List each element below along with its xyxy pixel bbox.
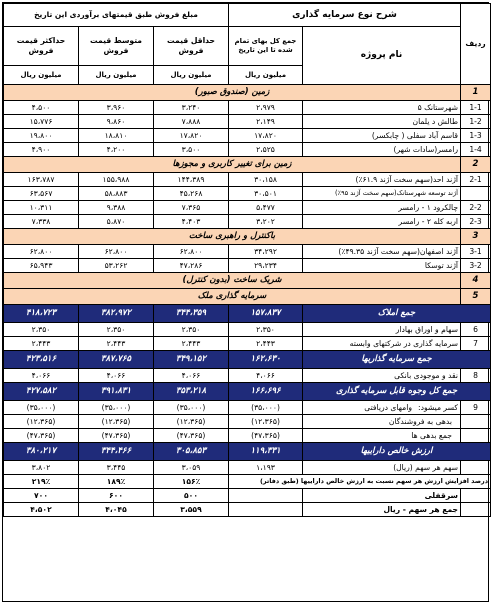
cell-cost: ۴،۰۶۶ (229, 369, 303, 383)
header-project: نام پروژه (303, 27, 461, 85)
cell-min: ۳۴۹،۱۵۲ (154, 351, 229, 369)
cell-max: ۴۲۳،۵۱۶ (4, 351, 79, 369)
cell-min: ۴۵،۲۶۸ (154, 187, 229, 201)
cell-min: ۷،۸۸۸ (154, 115, 229, 129)
cell-avg: ۴،۲۰۰ (79, 143, 154, 157)
row-name: چالکرود ۱ - رامسر (303, 201, 461, 215)
cell-cost: (۳۵،۰۰۰) (229, 401, 303, 415)
row-name: سهام و اوراق بهادار (303, 323, 461, 337)
cell-avg: ۴،۰۴۵ (79, 503, 154, 517)
cell-min: ۳۰۵،۸۵۳ (154, 443, 229, 461)
cell-max: ۷،۳۳۸ (4, 215, 79, 229)
cell-max: ۴۲۷،۵۸۲ (4, 383, 79, 401)
table-body (4, 85, 491, 517)
cell-avg: ۳۸۲،۹۷۲ (79, 305, 154, 323)
cell-cost: (۴۷،۳۶۵) (229, 429, 303, 443)
cell-cost: ۵،۴۷۷ (229, 201, 303, 215)
cell-max: ۷۰۰ (4, 489, 79, 503)
cell-avg: ۶۲،۸۰۰ (79, 245, 154, 259)
section-title: سرمایه گذاری ملک (4, 289, 461, 305)
table-row (4, 143, 491, 157)
cell-max: ۱۹،۸۰۰ (4, 129, 79, 143)
cell-min: ۱۷،۸۲۰ (154, 129, 229, 143)
table-row (4, 101, 491, 115)
header-max: حداکثر قیمت فروش (4, 27, 79, 66)
total-row (4, 383, 491, 401)
unit-max: میلیون ریال (4, 66, 79, 85)
table-row (4, 489, 491, 503)
row-number: 3-1 (461, 245, 491, 259)
table-row (4, 115, 491, 129)
table-row (4, 259, 491, 273)
row-number: 8 (461, 369, 491, 383)
section-row (4, 229, 491, 245)
cell-min: ۱۴۴،۳۸۹ (154, 173, 229, 187)
cell-max: ۶۵،۹۴۳ (4, 259, 79, 273)
cell-avg: ۵،۸۷۰ (79, 215, 154, 229)
total-title: ارزش خالص داراییها (303, 443, 491, 461)
row-name: اربه کله ۲ - رامسر (303, 215, 461, 229)
cell-cost: ۱۶۶،۶۹۶ (229, 383, 303, 401)
table-row (4, 369, 491, 383)
cell-min: ۶۲،۸۰۰ (154, 245, 229, 259)
row-number: 9 (461, 401, 491, 415)
cell-avg: ۱۸۹٪ (79, 475, 154, 489)
cell-avg: ۳۹۱،۸۳۱ (79, 383, 154, 401)
valuation-table (3, 3, 491, 517)
section-row (4, 289, 491, 305)
cell-min: ۵۰۰ (154, 489, 229, 503)
section-title: باکنترل و راهبری ساخت (4, 229, 461, 245)
row-number (461, 187, 491, 201)
debt-name: بدهی به فروشندگان (388, 416, 453, 426)
row-number: 1-3 (461, 129, 491, 143)
row-name (303, 429, 461, 443)
unit-avg: میلیون ریال (79, 66, 154, 85)
row-number (461, 429, 491, 443)
cell-cost: ۲،۳۵۰ (229, 323, 303, 337)
cell-avg: (۳۵،۰۰۰) (79, 401, 154, 415)
deduct-label: کسر میشود: (418, 402, 459, 412)
cell-cost: ۱۷،۸۲۰ (229, 129, 303, 143)
cell-min: ۲،۳۵۰ (154, 323, 229, 337)
cell-cost: ۳،۲۰۲ (229, 215, 303, 229)
row-number: 2-1 (461, 173, 491, 187)
cell-max: ۴،۰۶۶ (4, 369, 79, 383)
cell-max: ۴،۹۰۰ (4, 143, 79, 157)
cell-cost: ۱۵۷،۸۳۷ (229, 305, 303, 323)
total-row (4, 443, 491, 461)
row-number: 7 (461, 337, 491, 351)
section-title: شریک ساخت (بدون کنترل) (4, 273, 461, 289)
cell-max: (۳۵،۰۰۰) (4, 401, 79, 415)
cell-min: ۳،۵۰۰ (154, 143, 229, 157)
row-name: قاسم آباد سفلی ( چابکسر) (303, 129, 461, 143)
debt-name: وامهای دریافتی (364, 402, 413, 412)
section-number: 3 (461, 229, 491, 245)
cell-min: ۴،۴۰۳ (154, 215, 229, 229)
cell-avg: ۹،۸۶۰ (79, 115, 154, 129)
cell-avg: ۲،۳۵۰ (79, 323, 154, 337)
total-title: جمع سرمایه گذاریها (303, 351, 491, 369)
cell-cost (229, 503, 303, 517)
cell-cost: ۳۰،۱۵۸ (229, 173, 303, 187)
total-row (4, 305, 491, 323)
row-number: 2-2 (461, 201, 491, 215)
cell-cost: ۳۰،۵۰۱ (229, 187, 303, 201)
cell-max: (۴۷،۳۶۵) (4, 429, 79, 443)
cell-cost (229, 489, 303, 503)
section-number: 4 (461, 273, 491, 289)
table-row (4, 415, 491, 429)
cell-max: ۶۲،۸۰۰ (4, 245, 79, 259)
unit-min: میلیون ریال (154, 66, 229, 85)
cell-cost: ۱۶۲،۶۳۰ (229, 351, 303, 369)
total-row (4, 351, 491, 369)
table-row (4, 461, 491, 475)
cell-min: ۳،۲۴۰ (154, 101, 229, 115)
cell-max: ۱۰،۳۱۱ (4, 201, 79, 215)
cell-avg: ۴،۰۶۶ (79, 369, 154, 383)
section-title: زمین برای تغییر کاربری و مجوزها (4, 157, 461, 173)
cell-cost: ۲،۱۴۹ (229, 115, 303, 129)
cell-min: ۴۷،۲۸۶ (154, 259, 229, 273)
section-number: 5 (461, 289, 491, 305)
header-price-group: مبلغ فروش طبق قیمتهای برآوردی این تاریخ (4, 4, 229, 27)
header-row-no: ردیف (461, 4, 491, 85)
debt-name: جمع بدهی ها (411, 430, 453, 440)
row-number (461, 461, 491, 475)
cell-avg: ۳،۹۶۰ (79, 101, 154, 115)
header-cost: جمع کل بهای تمام شده تا این تاریخ (229, 27, 303, 66)
cell-min: ۲،۴۴۳ (154, 337, 229, 351)
section-title: زمین (صندوق صبور) (4, 85, 461, 101)
cell-min: ۷،۳۶۵ (154, 201, 229, 215)
cell-cost: ۱۱۹،۳۳۱ (229, 443, 303, 461)
row-name: شهرستانک ۵ (303, 101, 461, 115)
cell-max: ۲۱۹٪ (4, 475, 79, 489)
row-name: سرقفلی (303, 489, 461, 503)
header-avg: متوسط قیمت فروش (79, 27, 154, 66)
row-number (461, 415, 491, 429)
unit-cost: میلیون ریال (229, 66, 303, 85)
row-name: سهم هر سهم (ریال) (303, 461, 461, 475)
table-row (4, 337, 491, 351)
section-row (4, 85, 491, 101)
row-number (461, 503, 491, 517)
table-row (4, 245, 491, 259)
cell-min: (۱۲،۳۶۵) (154, 415, 229, 429)
table-row (4, 129, 491, 143)
table-row (4, 475, 491, 489)
cell-avg: ۱۵۵،۹۸۸ (79, 173, 154, 187)
cell-max: ۶۳،۵۶۷ (4, 187, 79, 201)
note-text: درصد افزایش ارزش هر سهم نسبت به ارزش خالص داراییها (طبق دفاتر) (229, 475, 491, 489)
cell-min: ۳۵۳،۲۱۸ (154, 383, 229, 401)
cell-avg: ۳،۴۴۵ (79, 461, 154, 475)
cell-avg: (۴۷،۳۶۵) (79, 429, 154, 443)
valuation-sheet (2, 2, 489, 602)
cell-cost: ۲۹،۲۳۴ (229, 259, 303, 273)
cell-cost: ۲،۵۲۵ (229, 143, 303, 157)
cell-max: (۱۲،۳۶۵) (4, 415, 79, 429)
cell-avg: ۶۰۰ (79, 489, 154, 503)
cell-cost: ۳۴،۲۹۲ (229, 245, 303, 259)
cell-min: (۳۵،۰۰۰) (154, 401, 229, 415)
table-row (4, 215, 491, 229)
cell-avg: ۹،۳۸۸ (79, 201, 154, 215)
row-name: آژند اصفهان(سهم سخت آژند ۴۹.۳۵٪) (303, 245, 461, 259)
table-row (4, 323, 491, 337)
row-name: آژند توسعه شهرستانک(سهم سخت آژند ۹۵٪) (303, 187, 461, 201)
cell-min: ۱۵۶٪ (154, 475, 229, 489)
row-number: 1-4 (461, 143, 491, 157)
cell-max: ۱۶۳،۷۸۷ (4, 173, 79, 187)
cell-avg: ۲،۴۴۳ (79, 337, 154, 351)
cell-avg: ۵۳،۲۶۲ (79, 259, 154, 273)
cell-max: ۳،۸۰۲ (4, 461, 79, 475)
cell-cost: (۱۲،۳۶۵) (229, 415, 303, 429)
cell-cost: ۲،۹۷۹ (229, 101, 303, 115)
cell-min: ۳،۰۵۹ (154, 461, 229, 475)
row-number: 1-1 (461, 101, 491, 115)
row-name: طالش د یلمان (303, 115, 461, 129)
row-number (461, 489, 491, 503)
cell-max: ۱۵،۷۷۶ (4, 115, 79, 129)
row-name: نقد و موجودی بانکی (303, 369, 461, 383)
row-name: آژند توسکا (303, 259, 461, 273)
cell-min: ۴،۰۶۶ (154, 369, 229, 383)
table-row (4, 201, 491, 215)
row-number: 2-3 (461, 215, 491, 229)
cell-min: (۴۷،۳۶۵) (154, 429, 229, 443)
cell-max: ۲،۳۵۰ (4, 323, 79, 337)
cell-avg: ۳۸۷،۷۶۵ (79, 351, 154, 369)
cell-min: ۳،۵۵۹ (154, 503, 229, 517)
total-title: جمع املاک (303, 305, 491, 323)
row-number: 1-2 (461, 115, 491, 129)
row-number: 6 (461, 323, 491, 337)
total-title: جمع کل وجوه قابل سرمایه گذاری (303, 383, 491, 401)
cell-avg: (۱۲،۳۶۵) (79, 415, 154, 429)
row-name: آژند احد(سهم سخت آژند ۶۱.۹٪) (303, 173, 461, 187)
cell-max: ۳۸۰،۲۱۷ (4, 443, 79, 461)
table-row (4, 401, 491, 415)
cell-avg: ۳۴۴،۴۶۶ (79, 443, 154, 461)
cell-min: ۳۴۴،۳۵۹ (154, 305, 229, 323)
row-name: جمع هر سهم - ریال (303, 503, 461, 517)
table-row (4, 187, 491, 201)
cell-max: ۴،۵۰۰ (4, 101, 79, 115)
row-number: 3-2 (461, 259, 491, 273)
header-min: حداقل قیمت فروش (154, 27, 229, 66)
row-name (303, 415, 461, 429)
cell-cost: ۲،۴۴۳ (229, 337, 303, 351)
cell-cost: ۱،۱۹۳ (229, 461, 303, 475)
row-name: سرمایه گذاری در شرکتهای وابسته (303, 337, 461, 351)
cell-max: ۲،۴۴۳ (4, 337, 79, 351)
cell-avg: ۱۸،۸۱۰ (79, 129, 154, 143)
section-row (4, 273, 491, 289)
section-number: 1 (461, 85, 491, 101)
row-name (303, 401, 461, 415)
section-number: 2 (461, 157, 491, 173)
table-row (4, 503, 491, 517)
table-row (4, 173, 491, 187)
row-name: رامسر(سادات شهر) (303, 143, 461, 157)
cell-max: ۴۱۸،۷۲۳ (4, 305, 79, 323)
cell-max: ۴،۵۰۲ (4, 503, 79, 517)
table-row (4, 429, 491, 443)
cell-avg: ۵۸،۸۸۳ (79, 187, 154, 201)
section-row (4, 157, 491, 173)
header-title: شرح نوع سرمایه گذاری (229, 4, 461, 27)
